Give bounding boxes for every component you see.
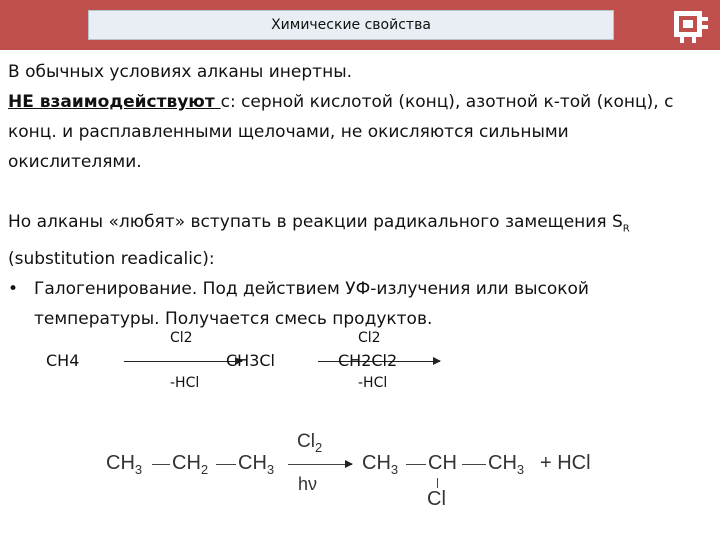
propane-ch3-right: $CH_3$ bbox=[238, 452, 275, 477]
bond bbox=[152, 464, 170, 465]
slide-title: Химические свойства bbox=[88, 10, 614, 40]
radical-text: Но алканы «любят» вступать в реакции радикального замещения S bbox=[8, 212, 623, 232]
reaction-arrow-1 bbox=[124, 361, 242, 362]
paragraph-radical bbox=[8, 207, 688, 274]
bond bbox=[216, 464, 236, 465]
reagent-light: hν bbox=[298, 474, 318, 494]
product-ch3-right: $CH_3$ bbox=[488, 452, 525, 477]
propane-ch2: $CH_2$ bbox=[172, 452, 209, 477]
byproduct-hcl: + HCl bbox=[540, 452, 591, 474]
bond bbox=[462, 464, 486, 465]
paragraph-not-react bbox=[8, 87, 688, 177]
substitution-text: (substitution readicalic): bbox=[8, 249, 215, 270]
slide-body bbox=[8, 57, 688, 334]
bullet-icon: • bbox=[8, 279, 19, 300]
reagent-cl2-1: Cl2 bbox=[170, 330, 193, 346]
logo-icon bbox=[668, 7, 712, 45]
not-react-label: НЕ взаимодействуют bbox=[8, 92, 221, 112]
bond bbox=[406, 464, 426, 465]
propane-ch3-left: $CH_3$ bbox=[106, 452, 143, 477]
formula-ch2cl2: CH2Cl2 bbox=[338, 351, 398, 370]
not-react-text: с: серной кислотой (конц), азотной к-той (конц), с конц. и расплавленными щелочами, не окисляются сильными окислителями. bbox=[8, 92, 674, 172]
formula-ch4: CH4 bbox=[46, 351, 80, 370]
product-ch: CH bbox=[428, 452, 457, 474]
reagent-cl2-2: Cl2 bbox=[358, 330, 381, 346]
reaction-arrow-3 bbox=[288, 464, 352, 465]
byproduct-hcl-2: -HCl bbox=[358, 375, 388, 391]
byproduct-hcl-1: -HCl bbox=[170, 375, 200, 391]
reagent-cl2: $Cl_2$ bbox=[297, 431, 323, 455]
product-cl: Cl bbox=[427, 488, 446, 510]
bond bbox=[437, 478, 438, 488]
product-ch3-left: $CH_3$ bbox=[362, 452, 399, 477]
paragraph-inert: В обычных условиях алканы инертны. bbox=[8, 62, 353, 82]
formula-ch3cl: CH3Cl bbox=[226, 351, 275, 370]
halogenation-text: Галогенирование. Под действием УФ-излучения или высокой температуры. Получается смесь продуктов. bbox=[34, 279, 589, 330]
bullet-halogenation bbox=[8, 274, 688, 334]
radical-subscript: R bbox=[622, 223, 630, 235]
